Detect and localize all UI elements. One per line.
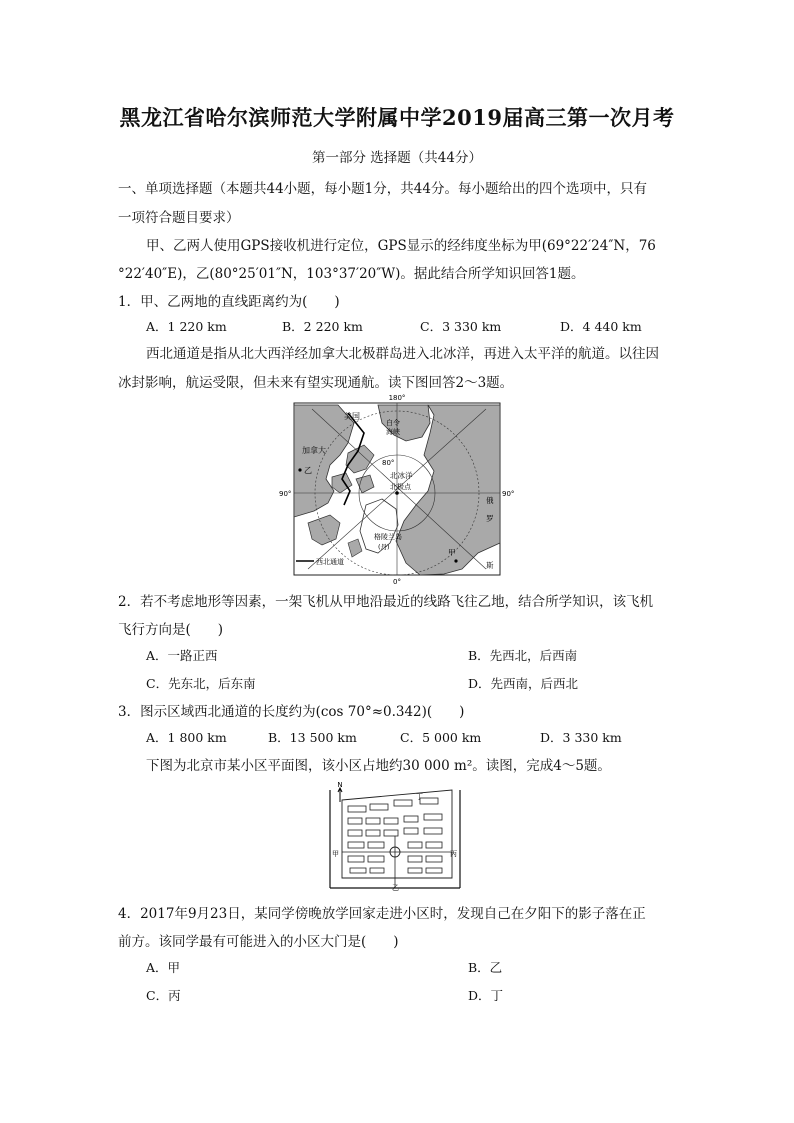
passage3-line1: 下图为北京市某小区平面图，该小区占地约30 000 m²。读图，完成4～5题。	[146, 758, 611, 774]
label-russia-3: 斯	[486, 561, 494, 570]
question-4-option-a: A．甲	[146, 960, 181, 975]
question-2-stem-line1: 2．若不考虑地形等因素，一架飞机从甲地沿最近的线路飞往乙地，结合所学知识，该飞机	[118, 594, 654, 610]
section-subtitle: 第一部分 选择题（共44分）	[312, 150, 482, 166]
label-80-degrees: 80°	[382, 459, 395, 467]
question-4-option-c: C．丙	[146, 988, 181, 1003]
arctic-northwest-passage-map	[278, 393, 514, 585]
page-title: 黑龙江省哈尔滨师范大学附属中学2019届高三第一次月考	[119, 105, 675, 130]
question-2-option-d: D．先西南，后西北	[468, 676, 579, 691]
question-4-stem-line1: 4．2017年9月23日，某同学傍晚放学回家走进小区时，发现自己在夕阳下的影子落在正	[118, 906, 646, 922]
question-2-stem-line2: 飞行方向是( )	[118, 622, 224, 638]
label-180: 180°	[388, 394, 406, 402]
question-3-option-a: A．1 800 km	[146, 730, 227, 745]
question-2-option-a: A．一路正西	[146, 648, 218, 663]
legend-label: 西北通道	[316, 558, 344, 566]
gate-yi: 乙	[392, 884, 399, 892]
question-3-option-c: C．5 000 km	[400, 730, 482, 745]
question-1-stem: 1．甲、乙两地的直线距离约为( )	[118, 294, 340, 310]
question-4-option-b: B．乙	[468, 960, 503, 975]
label-jia: 甲	[448, 548, 456, 557]
label-bering-2: 海峡	[386, 428, 400, 436]
point-jia	[454, 559, 457, 562]
label-russia-2: 罗	[486, 514, 494, 523]
question-2-option-b: B．先西北，后西南	[468, 648, 578, 663]
question-1-option-d: D．4 440 km	[560, 319, 642, 334]
section-instruction-line1: 一、单项选择题（本题共44小题，每小题1分，共44分。每小题给出的四个选项中，只有	[118, 181, 647, 197]
question-4-stem-line2: 前方。该同学最有可能进入的小区大门是( )	[118, 934, 399, 950]
label-canada: 加拿大	[302, 446, 326, 455]
passage1-line2: °22′40″E)，乙(80°25′01″N，103°37′20″W)。据此结合所学知识回答1题。	[118, 266, 585, 282]
gate-ding: 丁	[416, 793, 423, 801]
gate-jia: 甲	[332, 850, 339, 858]
point-yi	[298, 468, 301, 471]
label-yi: 乙	[304, 466, 312, 475]
label-arctic-ocean: 北冰洋	[390, 471, 413, 480]
question-1-option-c: C．3 330 km	[420, 319, 502, 334]
section-instruction-line2: 一项符合题目要求）	[118, 210, 240, 226]
question-3-option-d: D．3 330 km	[540, 730, 622, 745]
question-3-stem: 3．图示区域西北通道的长度约为(cos 70°≈0.342)( )	[118, 704, 465, 720]
passage2-line2: 冰封影响，航运受限，但未来有望实现通航。读下图回答2～3题。	[118, 375, 514, 391]
question-2-option-c: C．先东北，后东南	[146, 676, 256, 691]
residential-area-plan	[324, 778, 468, 892]
question-1-option-a: A．1 220 km	[146, 319, 227, 334]
label-90-left: 90°	[279, 490, 292, 498]
question-1-option-b: B．2 220 km	[282, 319, 363, 334]
label-0: 0°	[393, 578, 401, 585]
north-label: N	[337, 781, 343, 789]
question-3-option-b: B．13 500 km	[268, 730, 357, 745]
label-greenland-1: 格陵兰岛	[374, 533, 402, 541]
label-bering-1: 白令	[386, 419, 400, 427]
gate-bing: 丙	[450, 850, 457, 858]
passage2-line1: 西北通道是指从北大西洋经加拿大北极群岛进入北冰洋，再进入太平洋的航道。以往因	[146, 346, 659, 362]
passage1-line1: 甲、乙两人使用GPS接收机进行定位，GPS显示的经纬度坐标为甲(69°22′24″N，76	[146, 238, 656, 254]
label-greenland-2: (丹)	[378, 543, 390, 551]
label-north-pole: 北极点	[390, 483, 411, 491]
label-russia-1: 俄	[486, 496, 494, 505]
label-usa: 美国	[344, 412, 360, 421]
label-90-right: 90°	[502, 490, 514, 498]
question-4-option-d: D．丁	[468, 988, 504, 1003]
north-pole-point	[395, 491, 399, 495]
